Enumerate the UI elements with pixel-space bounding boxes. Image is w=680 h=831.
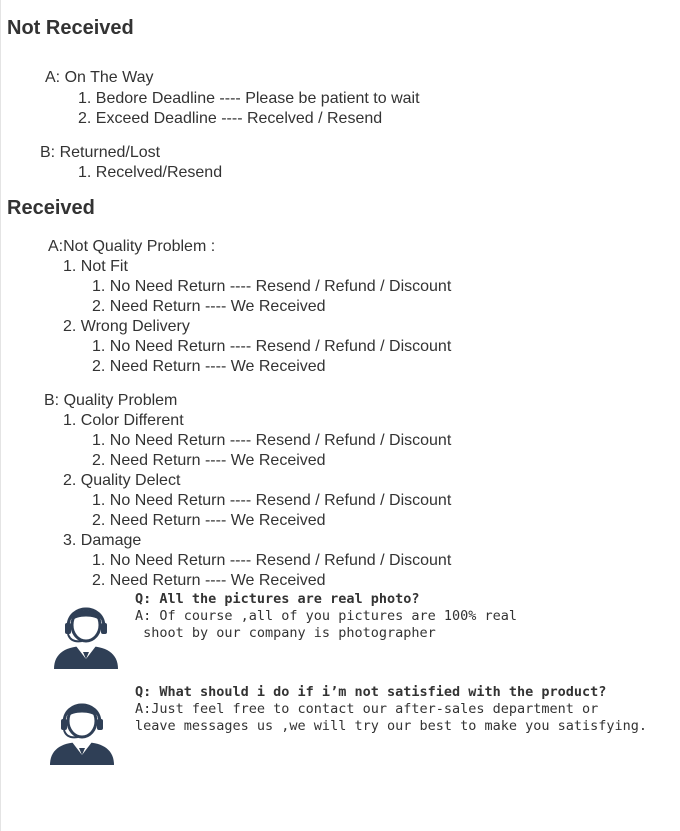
not-received-title: Not Received (7, 17, 134, 39)
on-the-way-heading: A: On The Way (45, 69, 154, 86)
list-item: 2. Exceed Deadline ---- Recelved / Resend (78, 110, 383, 127)
left-border (0, 0, 1, 831)
group-label: 2. Wrong Delivery (63, 318, 190, 335)
list-item: 1. No Need Return ---- Resend / Refund / Discount (92, 432, 452, 449)
list-item: 2. Need Return ---- We Received (92, 358, 326, 375)
faq-answer-line: A: Of course ,all of you pictures are 100% real (135, 608, 518, 624)
list-item: 2. Need Return ---- We Received (92, 512, 326, 529)
support-agent-icon (50, 597, 122, 673)
faq-question: Q: What should i do if i’m not satisfied with the product? (135, 684, 607, 700)
received-title: Received (7, 197, 95, 219)
list-item: 1. Bedore Deadline ---- Please be patient to wait (78, 90, 420, 107)
returned-lost-heading: B: Returned/Lost (40, 144, 161, 161)
list-item: 2. Need Return ---- We Received (92, 298, 326, 315)
group-label: 2. Quality Delect (63, 472, 181, 489)
group-label: 1. Not Fit (63, 258, 128, 275)
faq-answer-line: leave messages us ,we will try our best to make you satisfying. (135, 718, 648, 734)
faq-question: Q: All the pictures are real photo? (135, 591, 420, 607)
list-item: 1. No Need Return ---- Resend / Refund / Discount (92, 278, 452, 295)
support-agent-icon (46, 693, 118, 769)
quality-problem-heading: B: Quality Problem (44, 392, 178, 409)
group-label: 1. Color Different (63, 412, 184, 429)
list-item: 1. Recelved/Resend (78, 164, 223, 181)
faq-answer-line: shoot by our company is photographer (135, 625, 436, 641)
list-item: 2. Need Return ---- We Received (92, 452, 326, 469)
group-label: 3. Damage (63, 532, 142, 549)
list-item: 1. No Need Return ---- Resend / Refund / Discount (92, 552, 452, 569)
list-item: 1. No Need Return ---- Resend / Refund / Discount (92, 338, 452, 355)
faq-answer-line: A:Just feel free to contact our after-sales department or (135, 701, 599, 717)
list-item: 1. No Need Return ---- Resend / Refund / Discount (92, 492, 452, 509)
not-quality-problem-heading: A:Not Quality Problem : (48, 238, 216, 255)
list-item: 2. Need Return ---- We Received (92, 572, 326, 589)
